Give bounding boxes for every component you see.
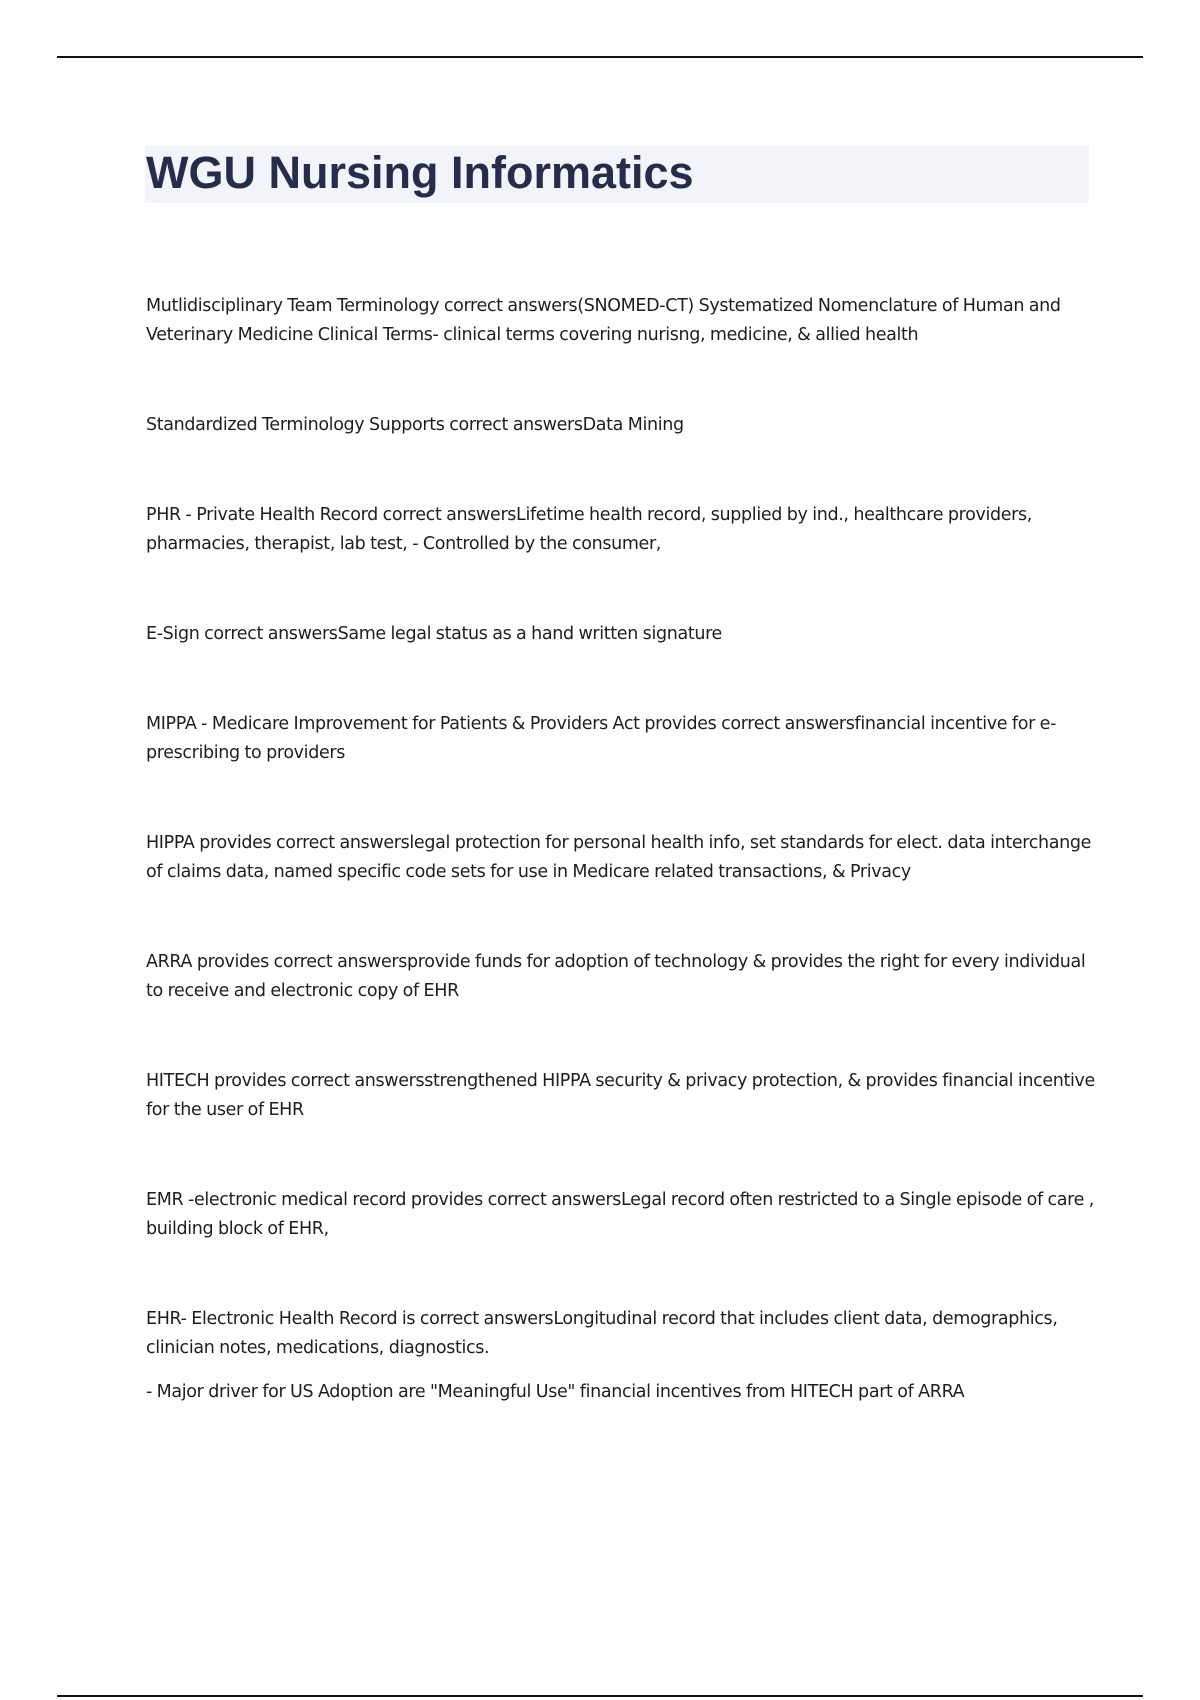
- qa-text: HIPPA provides correct answerslegal protection for personal health info, set standards for elect. data interchange of claims data, named specific code sets for use in Medicare related transactions, & Privacy: [146, 833, 1092, 882]
- qa-text: Mutlidisciplinary Team Terminology correct answers(SNOMED-CT) Systematized Nomenclature of Human and Veterinary Medicine Clinical Terms- clinical terms covering nurisng, medicine, & allied health: [146, 296, 1061, 345]
- qa-entry: [146, 710, 1096, 768]
- qa-text: EMR -electronic medical record provides correct answersLegal record often restricted to a Single episode of care , building block of EHR,: [146, 1190, 1094, 1239]
- qa-list: [146, 292, 1096, 1468]
- qa-text: ARRA provides correct answersprovide funds for adoption of technology & provides the right for every individual to receive and electronic copy of EHR: [146, 952, 1086, 1001]
- qa-entry: [146, 1186, 1096, 1244]
- qa-entry: [146, 501, 1096, 559]
- qa-entry: [146, 829, 1096, 887]
- header-rule: [57, 56, 1143, 58]
- qa-text: EHR- Electronic Health Record is correct answersLongitudinal record that includes client data, demographics, clinician notes, medications, diagnostics.: [146, 1309, 1058, 1358]
- qa-entry: [146, 411, 1096, 440]
- qa-text: HITECH provides correct answersstrengthened HIPPA security & privacy protection, & provides financial incentive for the user of EHR: [146, 1071, 1095, 1120]
- qa-text: E-Sign correct answersSame legal status as a hand written signature: [146, 624, 722, 644]
- qa-entry: [146, 1305, 1096, 1407]
- qa-text: Standardized Terminology Supports correct answersData Mining: [146, 415, 684, 435]
- qa-entry: [146, 1067, 1096, 1125]
- qa-note: - Major driver for US Adoption are "Meaningful Use" financial incentives from HITECH part of ARRA: [146, 1382, 965, 1402]
- footer-rule: [57, 1695, 1143, 1697]
- qa-text: MIPPA - Medicare Improvement for Patients & Providers Act provides correct answersfinancial incentive for e-prescribing to providers: [146, 714, 1057, 763]
- qa-entry: [146, 948, 1096, 1006]
- page-title: WGU Nursing Informatics: [146, 147, 694, 198]
- qa-entry: [146, 620, 1096, 649]
- qa-text: PHR - Private Health Record correct answersLifetime health record, supplied by ind., healthcare providers, pharmacies, therapist, lab test, - Controlled by the consumer,: [146, 505, 1032, 554]
- qa-entry: [146, 292, 1096, 350]
